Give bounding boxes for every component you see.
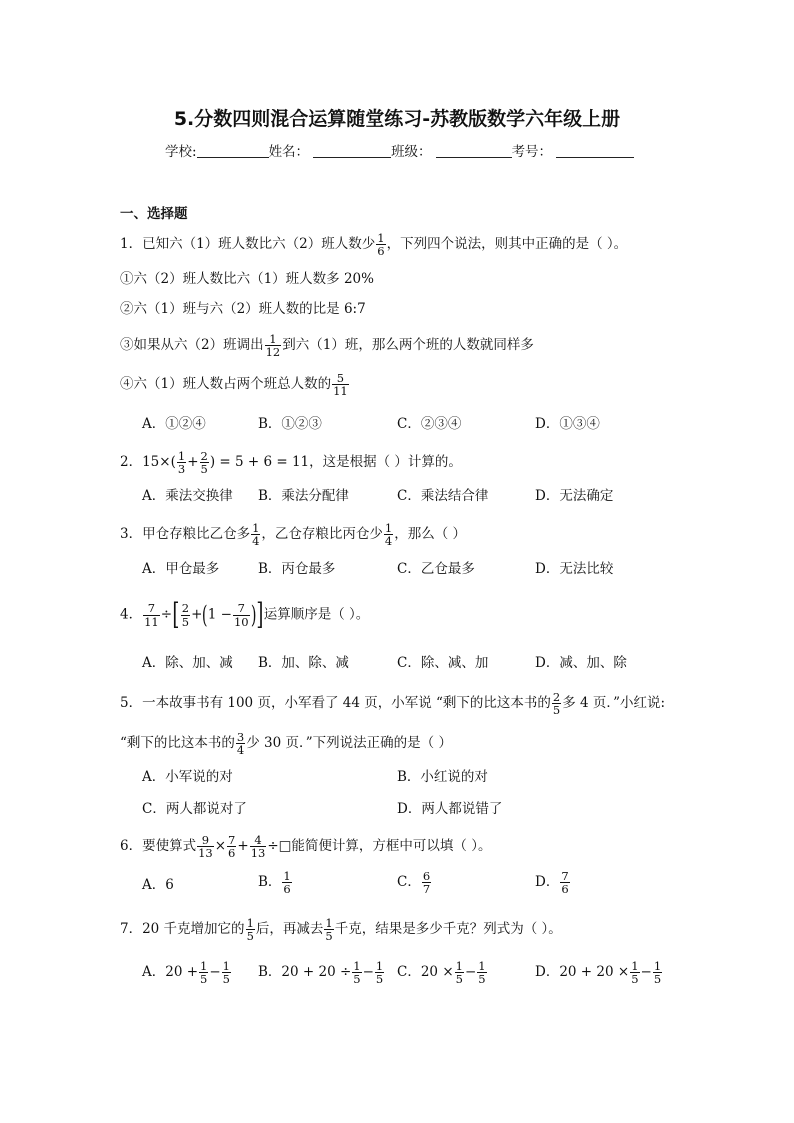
fraction: $\frac{9}{13}$: [198, 833, 213, 861]
name-field[interactable]: [313, 143, 391, 158]
question-1-stem: 1．已知六（1）班人数比六（2）班人数少 $\frac{1}{6}$ ，下列四个说法，则其中正确的是（ ）。: [120, 231, 628, 259]
fraction: $\frac{2}{5}$: [181, 601, 190, 629]
q3-option-b[interactable]: B．丙仓最多: [258, 561, 336, 577]
fraction: $\frac{1}{3}$: [177, 449, 186, 477]
school-label: 学校:: [165, 144, 197, 160]
fraction: $\frac{1}{12}$: [265, 332, 281, 360]
q6-option-c[interactable]: C． $\frac{6}{7}$: [397, 869, 431, 897]
q5-option-b[interactable]: B．小红说的对: [397, 769, 488, 785]
question-1-statement-4: ④六（1）班人数占两个班总人数的 $\frac{5}{11}$: [120, 371, 348, 399]
q6-option-b[interactable]: B． $\frac{1}{6}$: [258, 869, 291, 897]
q5-option-a[interactable]: A．小军说的对: [142, 769, 233, 785]
section-heading: 一、选择题: [120, 206, 188, 222]
q3-option-d[interactable]: D．无法比较: [535, 561, 614, 577]
q2-option-c[interactable]: C．乘法结合律: [397, 488, 489, 504]
q4-option-b[interactable]: B．加、除、减: [258, 655, 349, 671]
question-2-stem: 2．15×( $\frac{1}{3}$ + $\frac{2}{5}$ ) = 5 + 6 = 11，这是根据（ ）计算的。: [120, 449, 462, 477]
fraction: $\frac{3}{4}$: [236, 730, 245, 758]
school-field[interactable]: [197, 143, 269, 158]
fraction: $\frac{1}{5}$: [246, 916, 254, 944]
id-label: 考号：: [511, 144, 553, 160]
q7-option-a[interactable]: A．20 + $\frac{1}{5}$ − $\frac{1}{5}$: [142, 959, 230, 987]
question-6-stem: 6．要使算式 $\frac{9}{13}$ × $\frac{7}{6}$ + $\frac{4}{13}$ ÷□能简便计算，方框中可以填（ ）。: [120, 833, 492, 861]
q2-option-b[interactable]: B．乘法分配律: [258, 488, 349, 504]
fraction: $\frac{6}{7}$: [422, 869, 431, 897]
fraction: $\frac{2}{5}$: [200, 449, 208, 477]
q6-option-d[interactable]: D． $\frac{7}{6}$: [535, 869, 569, 897]
question-5-stem-line-1: 5．一本故事书有 100 页，小军看了 44 页，小军说 “剩下的比这本书的 $\frac{2}{5}$ 多 4 页．”小红说:: [120, 690, 666, 718]
fraction: $\frac{7}{10}$: [233, 601, 249, 629]
question-7-stem: 7．20 千克增加它的 $\frac{1}{5}$ 后，再减去 $\frac{1}{5}$ 千克，结果是多少千克？列式为（ ）。: [120, 916, 562, 944]
q4-option-a[interactable]: A．除、加、减: [142, 655, 233, 671]
fraction: $\frac{7}{6}$: [228, 833, 236, 861]
q5-option-c[interactable]: C．两人都说对了: [142, 801, 247, 817]
question-1-statement-2: ②六（1）班与六（2）班人数的比是 6:7: [120, 301, 366, 317]
question-4-stem: 4． $\frac{7}{11}$ ÷[ $\frac{2}{5}$ +(1 − $\frac{7}{10}$ )]运算顺序是（ ）。: [120, 597, 370, 632]
q1-option-b[interactable]: B．①②③: [258, 416, 322, 432]
q4-option-c[interactable]: C．除、减、加: [397, 655, 489, 671]
question-5-stem-line-2: “剩下的比这本书的 $\frac{3}{4}$ 少 30 页．”下列说法正确的是（ ）: [120, 730, 452, 758]
fraction: $\frac{5}{11}$: [333, 371, 348, 399]
fraction: $\frac{7}{6}$: [561, 869, 569, 897]
fraction: $\frac{1}{4}$: [252, 521, 260, 549]
q1-option-d[interactable]: D．①③④: [535, 416, 600, 432]
name-label: 姓名：: [268, 144, 310, 160]
q2-option-a[interactable]: A．乘法交换律: [142, 488, 233, 504]
q5-option-d[interactable]: D．两人都说错了: [397, 801, 503, 817]
q4-option-d[interactable]: D．减、加、除: [535, 655, 627, 671]
class-label: 班级：: [391, 144, 432, 160]
fraction: $\frac{4}{13}$: [250, 833, 266, 861]
q1-option-a[interactable]: A．①②④: [142, 416, 206, 432]
q6-option-a[interactable]: A．6: [142, 877, 174, 893]
q3-option-a[interactable]: A．甲仓最多: [142, 561, 220, 577]
class-field[interactable]: [436, 143, 512, 158]
question-1-statement-1: ①六（2）班人数比六（1）班人数多 20%: [120, 271, 374, 287]
fraction: $\frac{2}{5}$: [552, 690, 561, 718]
page-title: 5.分数四则混合运算随堂练习-苏教版数学六年级上册: [173, 108, 621, 130]
fraction: $\frac{1}{5}$: [325, 916, 333, 944]
id-field[interactable]: [556, 143, 634, 158]
q7-option-c[interactable]: C．20 × $\frac{1}{5}$ − $\frac{1}{5}$: [397, 959, 486, 987]
fraction: $\frac{1}{6}$: [377, 231, 385, 259]
question-1-statement-3: ③如果从六（2）班调出 $\frac{1}{12}$ 到六（1）班，那么两个班的人数就同样多: [120, 332, 534, 360]
fraction: $\frac{7}{11}$: [144, 601, 159, 629]
q3-option-c[interactable]: C．乙仓最多: [397, 561, 475, 577]
q2-option-d[interactable]: D．无法确定: [535, 488, 614, 504]
q1-option-c[interactable]: C．②③④: [397, 416, 462, 432]
fraction: $\frac{1}{6}$: [283, 869, 291, 897]
question-3-stem: 3．甲仓存粮比乙仓多 $\frac{1}{4}$ ，乙仓存粮比丙仓少 $\frac{1}{4}$ ，那么（ ）: [120, 521, 467, 549]
student-info-line: [165, 140, 634, 160]
q7-option-b[interactable]: B．20 + 20 ÷ $\frac{1}{5}$ − $\frac{1}{5}$: [258, 959, 384, 987]
q7-option-d[interactable]: D．20 + 20 × $\frac{1}{5}$ − $\frac{1}{5}$: [535, 959, 662, 987]
fraction: $\frac{1}{4}$: [384, 521, 393, 549]
